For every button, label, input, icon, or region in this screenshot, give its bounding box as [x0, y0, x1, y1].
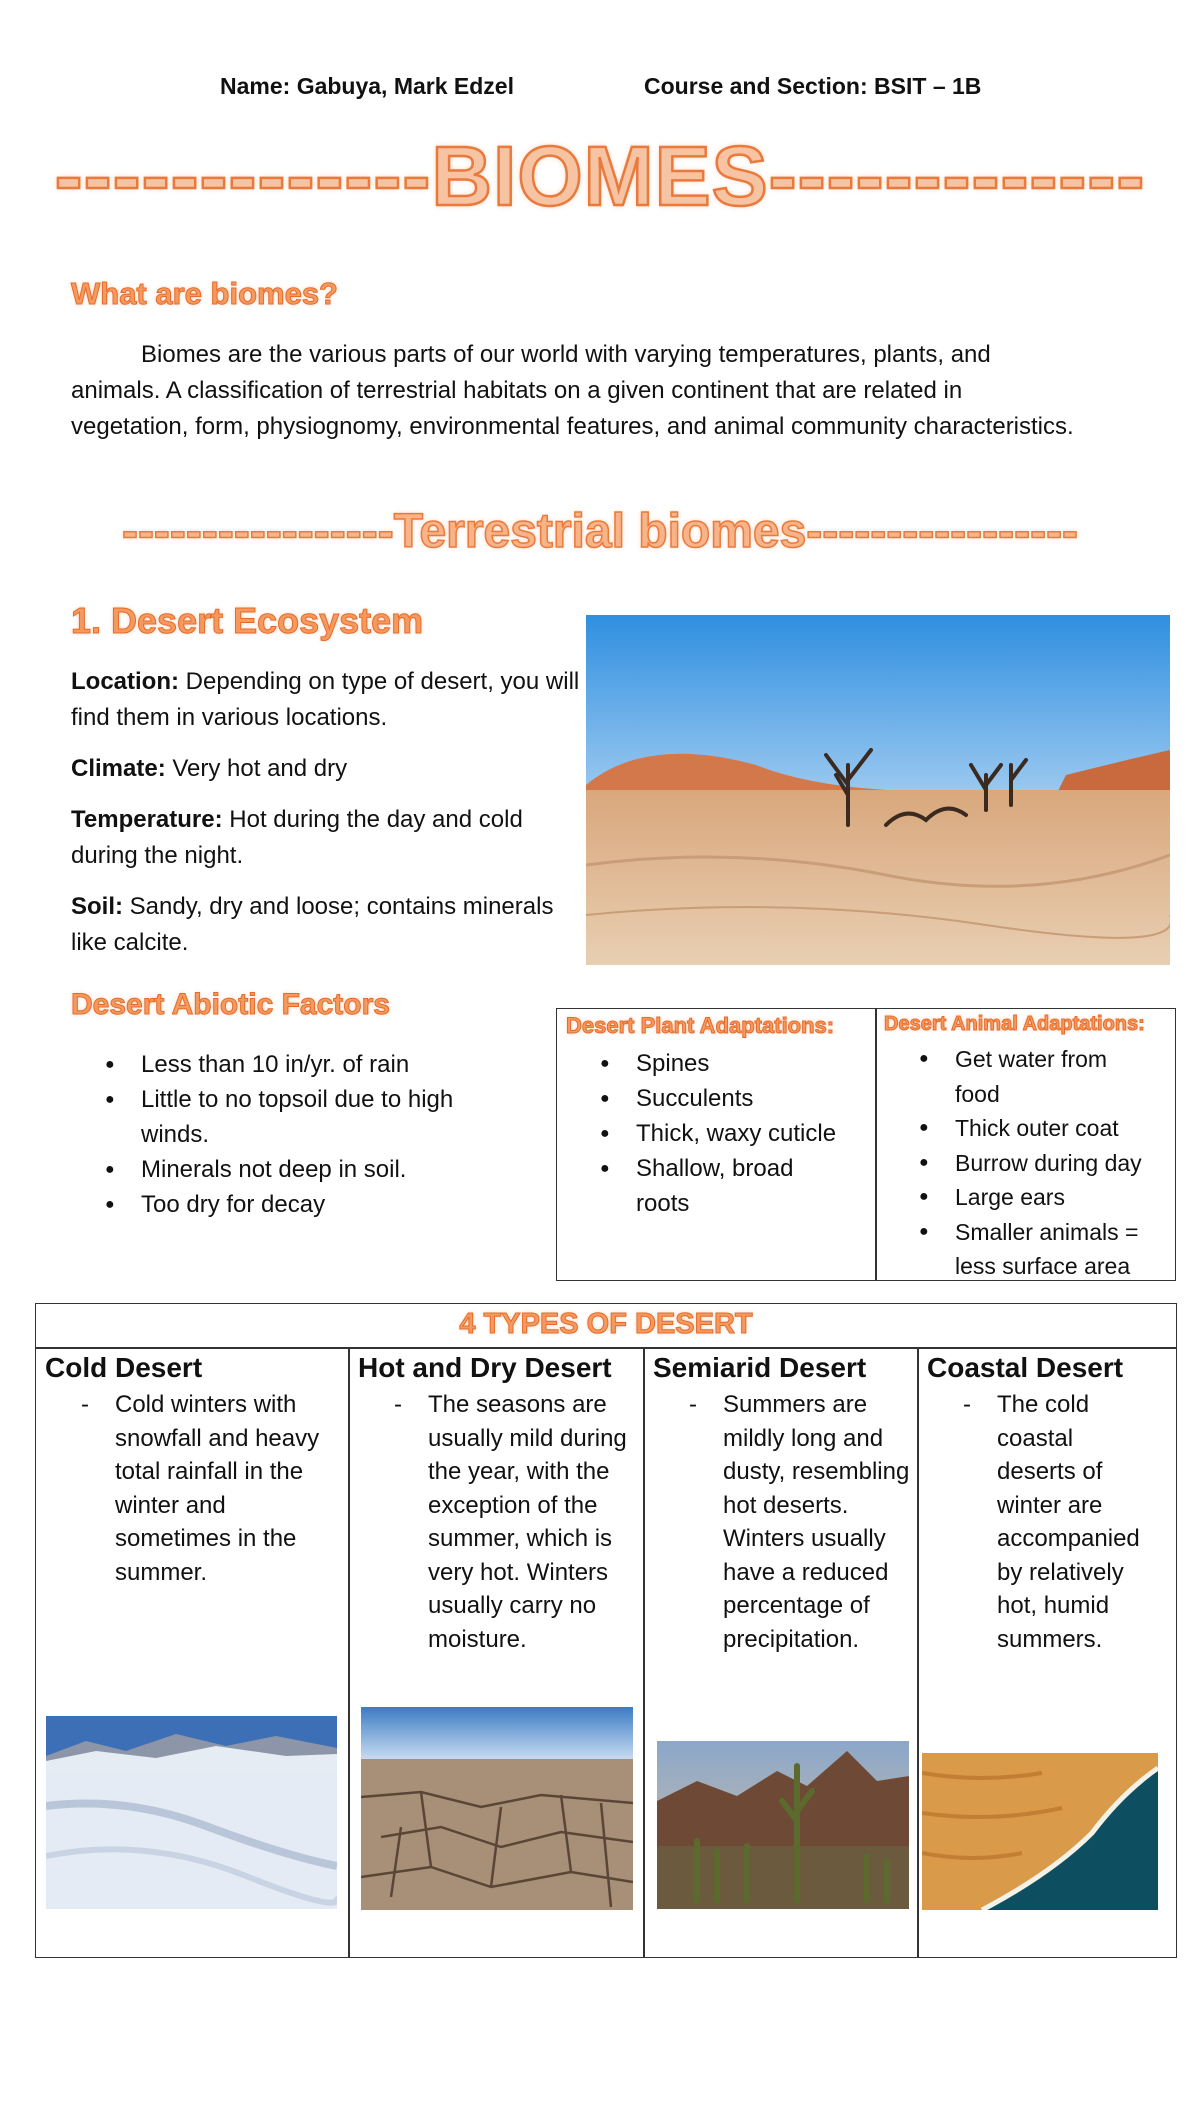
desert-location	[71, 664, 581, 736]
desert-heading: 1. Desert Ecosystem	[71, 600, 424, 641]
cold-desert-photo	[46, 1716, 337, 1909]
list-item: ● Little to no topsoil due to high winds.	[105, 1082, 505, 1152]
cold-desert-list	[45, 1388, 345, 1589]
list-item: ● Less than 10 in/yr. of rain	[105, 1047, 505, 1082]
intro-heading: What are biomes?	[71, 276, 338, 311]
field-value: Sandy, dry and loose; contains minerals like calcite.	[71, 893, 554, 956]
cold-desert-text: - Cold winters with snowfall and heavy total rainfall in the winter and sometimes in the summer.	[45, 1388, 345, 1589]
section-title: -----------------Terrestrial biomes-----------------	[121, 505, 1079, 558]
desert-temperature	[71, 802, 581, 874]
field-value: Hot during the day and cold during the night.	[71, 806, 523, 869]
desert-soil	[71, 889, 581, 961]
list-item: ● Succulents	[600, 1081, 870, 1116]
plant-adaptations-list	[600, 1046, 870, 1221]
list-item: ● Get water from food	[919, 1042, 1125, 1111]
list-item: ● Shallow, broad roots	[600, 1151, 836, 1221]
abiotic-list	[105, 1047, 505, 1222]
field-label: Soil:	[71, 893, 123, 920]
semiarid-desert-title: Semiarid Desert	[653, 1352, 867, 1383]
coastal-desert-list	[927, 1388, 1167, 1656]
list-item: ● Smaller animals = less surface area	[919, 1215, 1165, 1284]
list-item: ● Burrow during day	[919, 1146, 1174, 1181]
semiarid-desert-text: - Summers are mildly long and dusty, resembling hot deserts. Winters usually have a reduced percentage of precipitation.	[653, 1388, 915, 1656]
column-divider	[917, 1347, 919, 1958]
field-value: Depending on type of desert, you will find them in various locations.	[71, 668, 580, 731]
coastal-desert-text: - The cold coastal deserts of winter are accompanied by relatively hot, humid summers.	[927, 1388, 1167, 1656]
cold-desert-title: Cold Desert	[45, 1352, 203, 1383]
intro-paragraph	[71, 337, 1081, 445]
coastal-desert-title: Coastal Desert	[927, 1352, 1124, 1383]
list-item: ● Too dry for decay	[105, 1187, 505, 1222]
intro-text: Biomes are the various parts of our world with varying temperatures, plants, and animals. A classification of terrestrial habitats on a given continent that are related in vegetation, form, physiognomy, environmental features, and animal community characteristics.	[71, 341, 1074, 440]
list-item: ● Thick outer coat	[919, 1111, 1174, 1146]
hot-dry-desert-title: Hot and Dry Desert	[358, 1352, 612, 1383]
column-divider	[348, 1347, 350, 1958]
list-item: ● Thick, waxy cuticle	[600, 1116, 870, 1151]
page-title: -------------BIOMES-------------	[54, 129, 1146, 223]
column-divider	[643, 1347, 645, 1958]
hot-dry-desert-text: - The seasons are usually mild during the year, with the exception of the summer, which is very hot. Winters usually carry no moisture.	[358, 1388, 640, 1656]
abiotic-heading: Desert Abiotic Factors	[71, 988, 390, 1021]
desert-photo	[586, 615, 1170, 965]
semiarid-desert-list	[653, 1388, 915, 1656]
animal-adaptations-heading: Desert Animal Adaptations:	[884, 1013, 1145, 1035]
semiarid-desert-photo	[657, 1741, 909, 1909]
hot-dry-desert-photo	[361, 1707, 633, 1910]
animal-adaptations-list	[919, 1042, 1174, 1284]
student-name: Name: Gabuya, Mark Edzel	[220, 73, 514, 99]
table-divider	[875, 1008, 877, 1281]
list-item: ● Spines	[600, 1046, 870, 1081]
plant-adaptations-heading: Desert Plant Adaptations:	[566, 1013, 835, 1038]
list-item: ● Minerals not deep in soil.	[105, 1152, 505, 1187]
course-section: Course and Section: BSIT – 1B	[644, 73, 982, 99]
desert-fields	[71, 664, 581, 961]
coastal-desert-photo	[922, 1753, 1158, 1910]
field-label: Location:	[71, 668, 179, 695]
table-header-divider	[35, 1347, 1177, 1349]
list-item: ● Large ears	[919, 1180, 1174, 1215]
desert-climate	[71, 751, 581, 787]
field-label: Climate:	[71, 755, 166, 782]
field-value: Very hot and dry	[165, 755, 348, 782]
field-label: Temperature:	[71, 806, 223, 833]
hot-dry-desert-list	[358, 1388, 640, 1656]
desert-types-heading: 4 TYPES OF DESERT	[459, 1308, 753, 1340]
